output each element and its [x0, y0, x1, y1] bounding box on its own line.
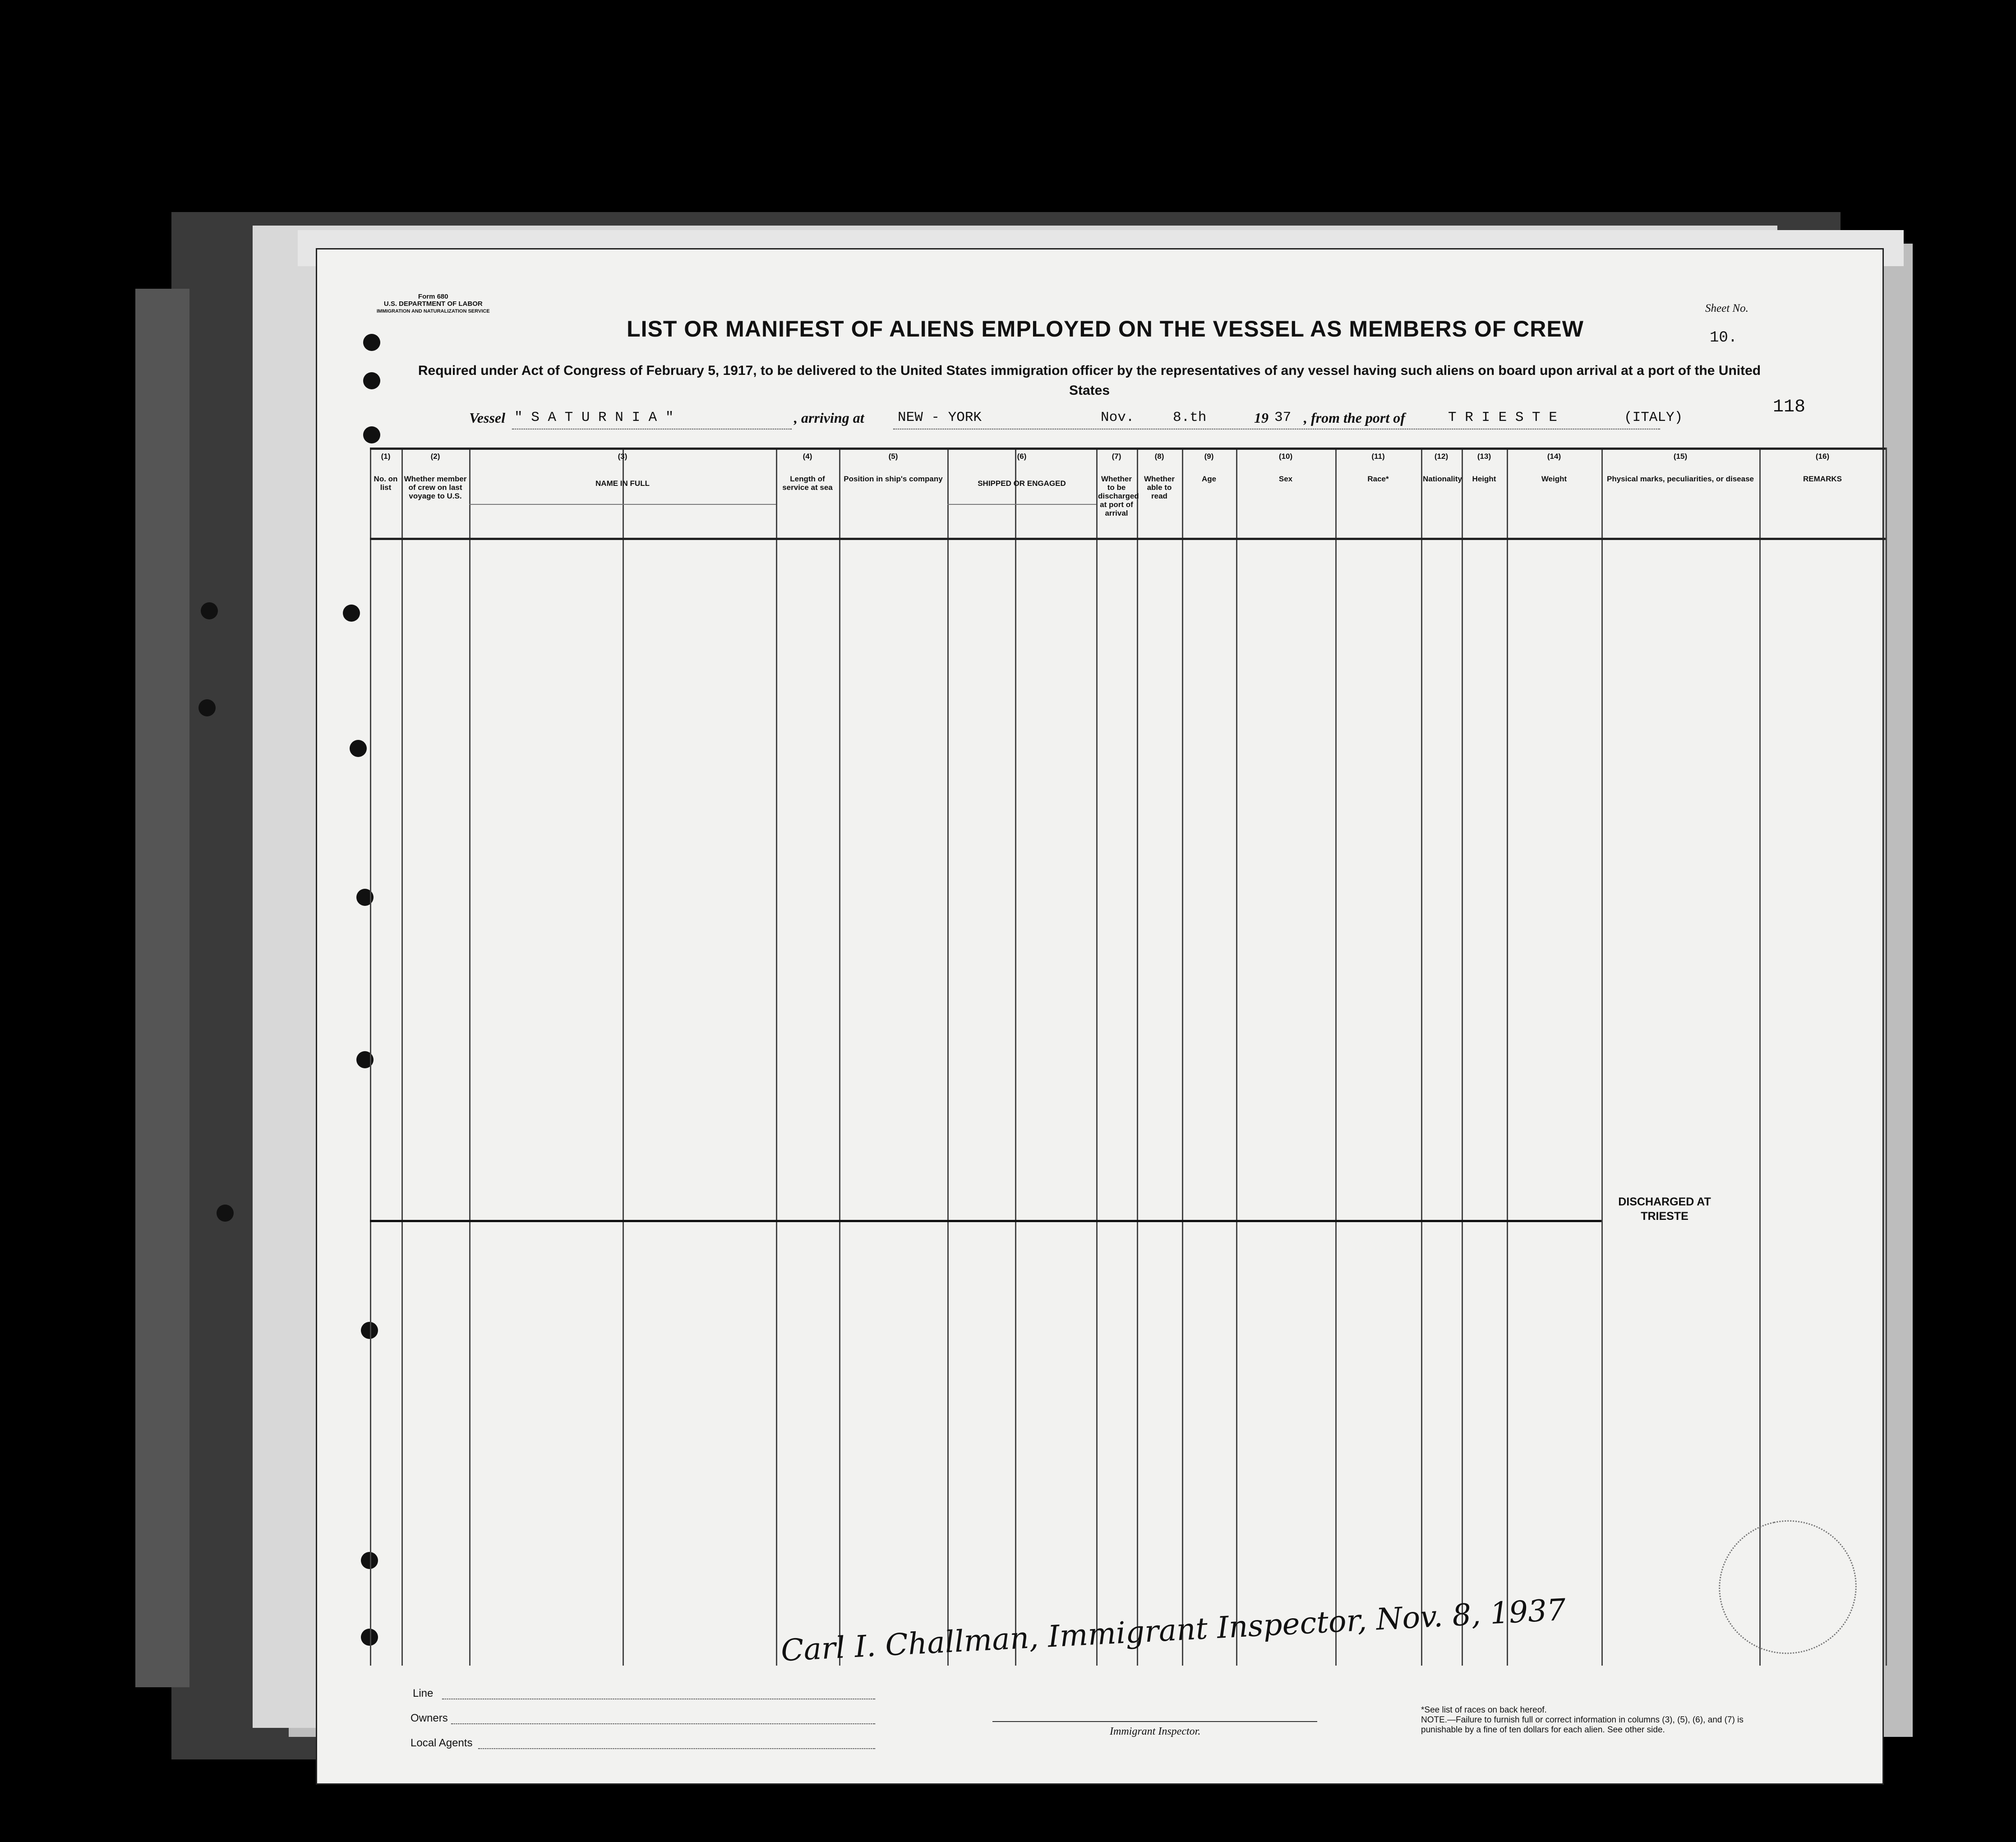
date-month: Nov.	[1101, 410, 1135, 425]
punch-hole	[217, 1205, 234, 1222]
form-identifier	[377, 293, 490, 315]
column-header: Whether member of crew on last voyage to U.S.	[404, 475, 467, 500]
year-suffix: 37	[1274, 410, 1292, 425]
column-number: (6)	[1017, 452, 1027, 461]
column-number: (13)	[1477, 452, 1491, 461]
punch-hole	[363, 334, 380, 351]
voyage-line	[469, 410, 1732, 432]
column-number: (11)	[1371, 452, 1385, 461]
local-agents-label: Local Agents	[411, 1737, 473, 1749]
strike-through-line	[370, 1220, 1601, 1222]
column-divider	[1421, 448, 1422, 1666]
column-divider	[370, 448, 371, 1666]
column-number: (5)	[888, 452, 898, 461]
arriving-label: , arriving at	[794, 410, 864, 426]
country: (ITALY)	[1624, 410, 1683, 425]
punch-hole	[201, 602, 218, 619]
header-bottom-border	[370, 538, 1886, 540]
column-header: Height	[1472, 475, 1496, 483]
year-prefix: 19	[1254, 410, 1269, 426]
inspector-label: Immigrant Inspector.	[1110, 1726, 1201, 1737]
punch-hole	[350, 740, 367, 757]
column-divider	[1335, 448, 1337, 1666]
column-number: (3)	[618, 452, 627, 461]
column-header: Age	[1201, 475, 1217, 483]
inspector-underline	[992, 1721, 1317, 1722]
punch-hole	[363, 372, 380, 389]
page-number: 118	[1773, 397, 1806, 417]
column-number: (7)	[1112, 452, 1121, 461]
discharged-note: DISCHARGED AT TRIESTE	[1618, 1196, 1711, 1223]
owners-label: Owners	[411, 1712, 448, 1724]
header-subdivider	[469, 504, 776, 505]
column-divider	[947, 448, 949, 1666]
column-header: Physical marks, peculiarities, or disease	[1606, 475, 1754, 483]
column-divider	[401, 448, 403, 1666]
column-header: Position in ship's company	[844, 475, 943, 483]
column-header: Length of service at sea	[782, 475, 833, 492]
page-title: LIST OR MANIFEST OF ALIENS EMPLOYED ON THE VESSEL AS MEMBERS OF CREW	[627, 316, 1584, 342]
department-name: U.S. DEPARTMENT OF LABOR	[383, 300, 483, 308]
column-divider	[1137, 448, 1138, 1666]
page-subtitle: Required under Act of Congress of February 5, 1917, to be delivered to the United States immigration officer by the representatives of any vessel having such aliens on board upon arrival at a port of the United States	[418, 363, 1761, 398]
from-label: , from the port of	[1304, 410, 1405, 426]
column-divider	[1096, 448, 1098, 1666]
races-note: *See list of races on back hereof.	[1421, 1705, 1547, 1715]
column-number: (4)	[803, 452, 812, 461]
column-header: Whether to be discharged at port of arrival	[1098, 475, 1139, 517]
fine-note: NOTE.—Failure to furnish full or correct information in columns (3), (5), (6), and (7) is punishable by a fine of ten dollars for each alien. See other side.	[1421, 1715, 1744, 1735]
column-header: NAME IN FULL	[595, 479, 650, 488]
inspector-signature: Carl I. Challman, Immigrant Inspector, Nov. 8, 1937	[780, 1592, 1567, 1668]
column-header: Race*	[1367, 475, 1389, 483]
column-number: (1)	[381, 452, 391, 461]
from-port: T R I E S T E	[1448, 410, 1557, 425]
column-divider	[776, 448, 777, 1666]
vessel-label: Vessel	[469, 410, 505, 426]
column-divider	[1759, 448, 1761, 1666]
vessel-name: " S A T U R N I A "	[514, 410, 674, 425]
arriving-port: NEW - YORK	[898, 410, 982, 425]
header-subdivider	[947, 504, 1096, 505]
date-day: 8.th	[1173, 410, 1207, 425]
column-divider	[623, 448, 624, 1666]
column-header: SHIPPED OR ENGAGED	[978, 479, 1066, 488]
column-divider	[1236, 448, 1237, 1666]
column-number: (15)	[1673, 452, 1688, 461]
column-divider	[1601, 448, 1603, 1666]
punch-hole	[363, 426, 380, 443]
column-divider	[469, 448, 471, 1666]
column-divider	[1462, 448, 1463, 1666]
sheet-number-label: Sheet No.	[1705, 302, 1748, 314]
manifest-table	[370, 448, 1886, 1666]
column-header: Weight	[1541, 475, 1567, 483]
service-name: IMMIGRATION AND NATURALIZATION SERVICE	[377, 309, 490, 314]
column-number: (10)	[1278, 452, 1293, 461]
column-number: (2)	[430, 452, 440, 461]
table-top-border	[370, 448, 1886, 450]
column-divider	[1507, 448, 1508, 1666]
column-number: (9)	[1204, 452, 1214, 461]
column-number: (8)	[1154, 452, 1164, 461]
column-header: No. on list	[374, 475, 398, 492]
punch-hole	[198, 699, 216, 716]
column-header: Nationality	[1423, 475, 1462, 483]
form-number: Form 680	[418, 293, 448, 300]
column-divider	[1182, 448, 1183, 1666]
column-number: (14)	[1547, 452, 1561, 461]
column-number: (16)	[1815, 452, 1830, 461]
column-number: (12)	[1434, 452, 1449, 461]
binder-spine	[135, 289, 189, 1687]
column-header: Whether able to read	[1144, 475, 1175, 500]
column-header: Sex	[1278, 475, 1293, 483]
footer-notes	[1421, 1705, 1764, 1735]
owners-underline	[451, 1723, 875, 1724]
column-divider	[1886, 448, 1887, 1666]
sheet-number: 10.	[1710, 329, 1738, 346]
column-header: REMARKS	[1803, 475, 1842, 483]
agents-underline	[478, 1748, 875, 1749]
column-divider	[839, 448, 840, 1666]
line-label: Line	[413, 1687, 434, 1699]
column-divider	[1015, 448, 1016, 1666]
punch-hole	[343, 605, 360, 622]
